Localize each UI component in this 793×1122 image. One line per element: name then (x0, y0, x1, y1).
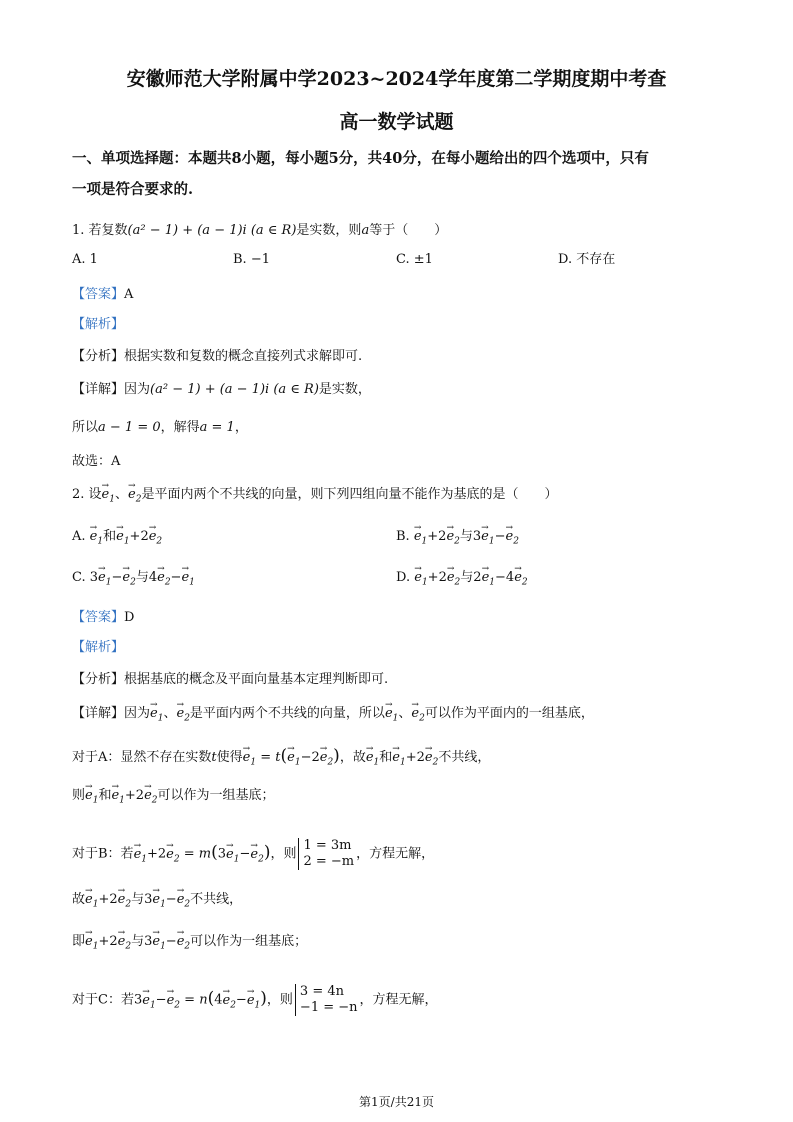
q2-b-post: ，方程无解， (356, 846, 435, 862)
q2-a-post2: 不共线， (438, 750, 491, 765)
q2-c-post: ，方程无解， (359, 992, 438, 1008)
q2-b2-and: 与 (131, 892, 145, 907)
q2-answer-value: D (124, 610, 135, 625)
q2-a-mid: 使得 (216, 750, 243, 765)
q2-b-pre: 对于B：若 (72, 846, 134, 862)
q2-b2-pre: 故 (72, 892, 86, 907)
q2-opta-label: A. (72, 529, 90, 544)
q2-option-a: A. → $e_1$和→ $e_1+2\to e_2$ (72, 528, 162, 551)
q2-c-system (295, 984, 358, 1016)
q1-detail2-end: ， (234, 420, 248, 435)
q2-b-sys1: 1 = 3m (303, 838, 352, 853)
section-heading-line2: 一项是符合要求的. (72, 181, 194, 198)
q2-a2-post: 可以作为一组基底； (157, 788, 275, 803)
q2-c-pre: 对于C：若 (72, 992, 134, 1008)
q2-option-d: D. → $e_1+2\to e_2$与$2\to e_1-4\to e_2$ (396, 569, 528, 592)
q1-detail2-pre: 所以 (72, 420, 99, 435)
q1-detail-2 (72, 419, 248, 437)
fenxi-label: 【分析】 (72, 672, 125, 687)
section-heading-line1: 一、单项选择题：本题共8小题，每小题5分，共40分，在每小题给出的四个选项中，只有 (72, 150, 649, 167)
page-subtitle: 高一数学试题 (339, 111, 454, 133)
q2-optd-label: D. (396, 570, 415, 585)
q2-detail-c: 对于C：若$3\to e_1-\to e_2 = n(4\to e_2-\to e_1)$，则 3 = 4n −1 = −n ，方程无解， (72, 984, 438, 1016)
q1-detail1-expr: (a² − 1) + (a − 1)i (a ∈ R) (150, 382, 319, 397)
q2-detail-a: 对于A：显然不存在实数t使得→ $e_1 = t(\to e_1-2\to e_2)$，故→ $e_1$和→ $e_1+2\to e_2$不共线， (72, 747, 490, 772)
q2-sep: 、 (398, 706, 412, 721)
q1-option-c: C. ±1 (396, 252, 433, 267)
q2-answer (72, 609, 134, 627)
detail-label: 【详解】 (72, 706, 125, 721)
q2-b-then: ，则 (270, 846, 297, 862)
q1-option-a: A. 1 (72, 252, 98, 267)
q1-detail1-post: 是实数， (318, 382, 371, 397)
answer-label: 【答案】 (72, 287, 125, 302)
q2-b3-and: 与 (131, 934, 145, 949)
q1-detail2-mid: ，解得 (160, 420, 200, 435)
q2-c-sys1: 3 = 4n (299, 984, 344, 999)
q2-optd-and: 与 (460, 570, 474, 585)
q1-detail2-expr2: a = 1 (199, 420, 235, 435)
q2-optc-and: 与 (135, 570, 149, 585)
q2-a-and: 和 (379, 750, 393, 765)
q1-stem-end: 等于（ ） (369, 223, 448, 238)
q2-sep: 、 (163, 706, 177, 721)
q2-detail-b2: 故→ $e_1+2\to e_2$与$3\to e_1-\to e_2$不共线， (72, 891, 242, 914)
q1-stem (72, 222, 447, 240)
q2-option-b: B. → $e_1+2\to e_2$与$3\to e_1-\to e_2$ (396, 528, 519, 551)
q1-detail1-pre: 因为 (124, 382, 151, 397)
q2-option-c: C. $3\to e_1-\to e_2$与$4\to e_2-\to e_1$ (72, 569, 195, 592)
q1-conclusion: 故选：A (72, 454, 121, 469)
q2-fenxi (72, 671, 388, 689)
q2-stem-mid: 是平面内两个不共线的向量，则下列四组向量不能作为基底的是（ ） (141, 487, 558, 502)
q1-stem-expr: (a² − 1) + (a − 1)i (a ∈ R) (127, 223, 297, 238)
q2-d1-mid: 是平面内两个不共线的向量，所以 (189, 706, 385, 721)
q2-optc-label: C. (72, 570, 90, 585)
q2-fenxi-text: 根据基底的概念及平面向量基本定理判断即可. (124, 672, 389, 687)
fenxi-label: 【分析】 (72, 349, 125, 364)
q1-option-b: B. −1 (233, 252, 270, 267)
q2-optb-label: B. (396, 529, 414, 544)
q2-detail-a2: 则→ $e_1$和→ $e_1+2\to e_2$可以作为一组基底； (72, 787, 275, 810)
q1-answer (72, 286, 133, 304)
q2-opta-and: 和 (103, 529, 117, 544)
q2-b3-pre: 即 (72, 934, 86, 949)
q2-b3-post: 可以作为一组基底； (190, 934, 308, 949)
q1-answer-value: A (124, 287, 134, 302)
q1-fenxi (72, 348, 362, 366)
q2-b-system (298, 838, 354, 870)
detail-label: 【详解】 (72, 382, 125, 397)
q2-d1-post: 可以作为平面内的一组基底， (424, 706, 594, 721)
q2-a2-and: 和 (98, 788, 112, 803)
q2-b-sys2: 2 = −m (303, 854, 355, 869)
q1-detail-1 (72, 381, 371, 399)
q1-fenxi-text: 根据实数和复数的概念直接列式求解即可. (124, 349, 363, 364)
q1-detail2-expr1: a − 1 = 0 (98, 420, 161, 435)
page-title: 安徽师范大学附属中学2023~2024学年度第二学期度期中考查 (126, 68, 667, 90)
q1-analysis-label: 【解析】 (72, 317, 125, 332)
q2-a2-pre: 则 (72, 788, 86, 803)
q2-a-pre: 对于A：显然不存在实数 (72, 750, 212, 765)
answer-label: 【答案】 (72, 610, 125, 625)
q2-a-post1: ，故 (339, 750, 366, 765)
q2-d1-pre: 因为 (124, 706, 151, 721)
q1-stem-post: 是实数，则 (296, 223, 362, 238)
q2-analysis-label: 【解析】 (72, 640, 125, 655)
q2-detail-1: 【详解】因为→ $e_1$、→ $e_2$是平面内两个不共线的向量，所以→ $e_1$、→ $e_2$可以作为平面内的一组基底， (72, 705, 594, 728)
q1-stem-pre: 1. 若复数 (72, 223, 128, 238)
page-footer: 第1页/共21页 (359, 1095, 434, 1109)
q2-detail-b: 对于B：若→ $e_1+2\to e_2 = m(3\to e_1-\to e_2)$，则 1 = 3m 2 = −m ，方程无解， (72, 838, 434, 870)
q2-optb-and: 与 (459, 529, 473, 544)
q2-stem-pre: 2. 设 (72, 487, 102, 502)
q2-c-sys2: −1 = −n (299, 1000, 358, 1015)
q1-stem-var: a (361, 223, 370, 238)
q2-stem: 2. 设→ $e_1$、→ $e_2$是平面内两个不共线的向量，则下列四组向量不能作为基底的是（ ） (72, 486, 557, 509)
q1-option-d: D. 不存在 (558, 252, 616, 267)
q2-b2-post: 不共线， (190, 892, 243, 907)
q2-detail-b3: 即→ $e_1+2\to e_2$与$3\to e_1-\to e_2$可以作为一组基底； (72, 933, 307, 956)
q2-c-then: ，则 (266, 992, 293, 1008)
q2-sep: 、 (114, 487, 128, 502)
q2-a-var: t (211, 750, 217, 765)
